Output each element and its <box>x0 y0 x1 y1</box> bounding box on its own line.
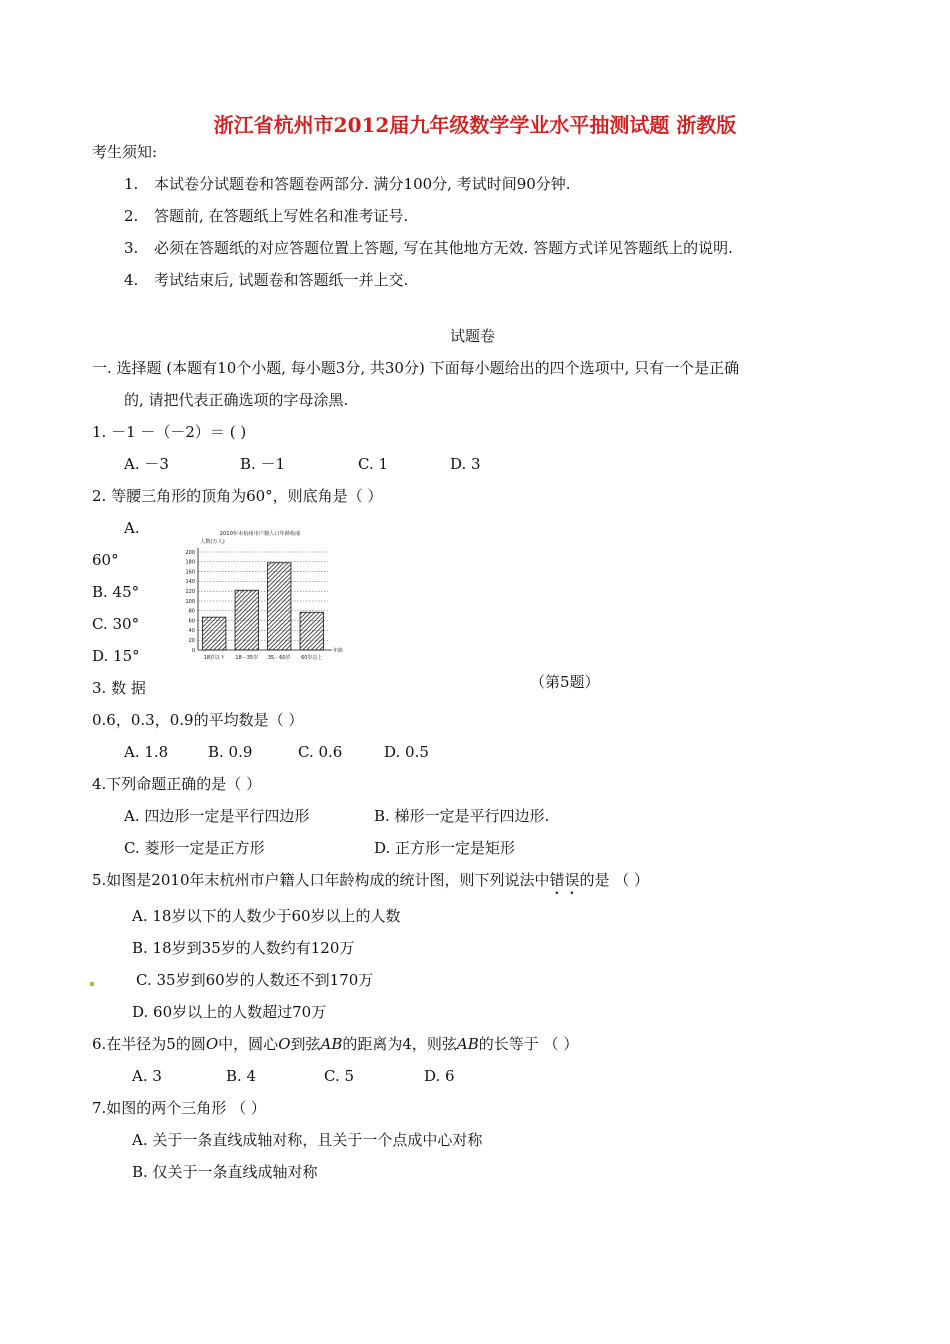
question-2-option-a-value: 60° <box>92 551 119 569</box>
question-6-option: D. 6 <box>424 1067 455 1085</box>
chart-svg <box>178 528 342 668</box>
scan-mark <box>90 982 94 986</box>
q6-var-ab: AB <box>320 1035 343 1053</box>
figure-caption: （第5题） <box>530 673 600 691</box>
question-4-option: A. 四边形一定是平行四边形 <box>124 807 310 825</box>
section-instructions-line1: 一. 选择题 (本题有10个小题, 每小题3分, 共30分) 下面每小题给出的四个选项中, 只有一个是正确 <box>92 359 740 377</box>
chart-y-tick-label: 180 <box>185 559 195 566</box>
question-2-option: B. 45° <box>92 583 140 601</box>
question-7-option: A. 关于一条直线成轴对称，且关于一个点成中心对称 <box>132 1131 483 1149</box>
document-title: 浙江省杭州市2012届九年级数学学业水平抽测试题 浙教版 <box>213 113 737 137</box>
chart-title: 2010年末杭州市户籍人口年龄构成 <box>219 531 301 537</box>
notice-item-num: 2. <box>124 207 139 225</box>
question-5-option: D. 60岁以上的人数超过70万 <box>132 1003 327 1021</box>
question-5-stem-before: 5.如图是2010年末杭州市户籍人口年龄构成的统计图，则下列说法中 <box>92 871 550 889</box>
q6-text: 6.在半径为5的圆 <box>92 1035 206 1053</box>
chart-y-tick-label: 40 <box>188 628 195 635</box>
chart-y-tick-label: 60 <box>188 618 195 625</box>
chart-y-axis-label: 人数(万人) <box>200 539 225 545</box>
question-3-option: D. 0.5 <box>384 743 429 761</box>
chart-y-tick-label: 80 <box>188 608 195 615</box>
notice-item-text: 本试卷分试题卷和答题卷两部分. 满分100分, 考试时间90分钟. <box>154 175 571 193</box>
chart-bar <box>300 612 323 650</box>
question-1-option: C. 1 <box>358 455 389 473</box>
question-4-option: C. 菱形一定是正方形 <box>124 839 265 857</box>
notice-heading: 考生须知: <box>92 143 158 161</box>
q6-var-o: O <box>278 1035 291 1053</box>
q6-var-o: O <box>205 1035 219 1053</box>
notice-item-text: 考试结束后, 试题卷和答题纸一并上交. <box>154 271 409 289</box>
question-5-option: A. 18岁以下的人数少于60岁以上的人数 <box>132 907 401 925</box>
question-4-stem: 4.下列命题正确的是（ ） <box>92 775 262 793</box>
chart-bar <box>235 590 258 650</box>
question-3-stem-part2: 0.6，0.3，0.9的平均数是（ ） <box>92 711 304 729</box>
chart-y-tick-label: 20 <box>188 638 195 644</box>
question-1-option: A. －3 <box>124 455 169 473</box>
question-1-option: D. 3 <box>450 455 481 473</box>
question-5-option: C. 35岁到60岁的人数还不到170万 <box>136 971 374 989</box>
q6-text: 的长等于 （ ） <box>478 1035 579 1053</box>
notice-item-text: 必须在答题纸的对应答题位置上答题, 写在其他地方无效. 答题方式详见答题纸上的说明. <box>154 239 733 257</box>
question-3-stem-part1: 3. 数 据 <box>92 679 146 697</box>
q6-var-ab: AB <box>456 1035 479 1053</box>
question-5-stem-emphasis: 错误 <box>549 871 580 889</box>
chart-y-tick-label: 140 <box>185 579 195 586</box>
question-6-option: C. 5 <box>324 1067 355 1085</box>
question-7-stem: 7.如图的两个三角形 （ ） <box>92 1099 266 1117</box>
notice-item-num: 4. <box>124 271 139 289</box>
question-5-stem <box>92 870 649 898</box>
q6-text: 到弦 <box>290 1035 321 1053</box>
question-5-option: B. 18岁到35岁的人数约有120万 <box>132 939 355 957</box>
chart-bar <box>268 563 291 650</box>
q6-text: 的距离为4，则弦 <box>342 1035 457 1053</box>
question-2-option-a-label: A. <box>124 519 140 537</box>
question-3-option: B. 0.9 <box>208 743 253 761</box>
question-4-option: D. 正方形一定是矩形 <box>374 839 516 857</box>
question-4-option: B. 梯形一定是平行四边形. <box>374 807 550 825</box>
question-6-option: A. 3 <box>132 1067 162 1085</box>
chart-y-tick-label: 0 <box>191 647 195 654</box>
question-2-option: D. 15° <box>92 647 140 665</box>
chart-x-tick-label: 35－60岁 <box>267 655 291 661</box>
notice-item-text: 答题前, 在答题纸上写姓名和准考证号. <box>154 207 409 225</box>
chart-y-tick-label: 200 <box>185 549 195 556</box>
q6-text: 中，圆心 <box>218 1035 279 1053</box>
question-3-option: C. 0.6 <box>298 743 343 761</box>
question-1-option: B. －1 <box>240 455 286 473</box>
question-1-stem: 1. －1 －（－2）＝ ( ) <box>92 423 247 441</box>
paper-label: 试题卷 <box>450 327 496 345</box>
question-2-option: C. 30° <box>92 615 140 633</box>
question-2-stem: 2. 等腰三角形的顶角为60°，则底角是（ ） <box>92 487 383 505</box>
question-5-stem-after: 的是 （ ） <box>579 871 650 889</box>
notice-item-num: 3. <box>124 239 139 257</box>
chart-x-axis-label: 年龄 <box>333 648 344 654</box>
chart-y-tick-label: 100 <box>185 598 195 605</box>
question-3-option: A. 1.8 <box>124 743 169 761</box>
notice-item-num: 1. <box>124 175 139 193</box>
chart-y-tick-label: 160 <box>185 569 195 576</box>
chart-x-tick-label: 18－35岁 <box>235 655 259 661</box>
question-6-stem <box>92 1034 578 1054</box>
section-instructions-line2: 的, 请把代表正确选项的字母涂黑. <box>124 391 349 409</box>
question-7-option: B. 仅关于一条直线成轴对称 <box>132 1163 318 1181</box>
chart-bar <box>203 617 226 650</box>
population-bar-chart <box>178 528 342 668</box>
chart-x-tick-label: 18岁以下 <box>203 655 225 661</box>
question-6-option: B. 4 <box>226 1067 257 1085</box>
chart-y-tick-label: 120 <box>185 589 195 595</box>
chart-x-tick-label: 60岁以上 <box>301 655 323 661</box>
